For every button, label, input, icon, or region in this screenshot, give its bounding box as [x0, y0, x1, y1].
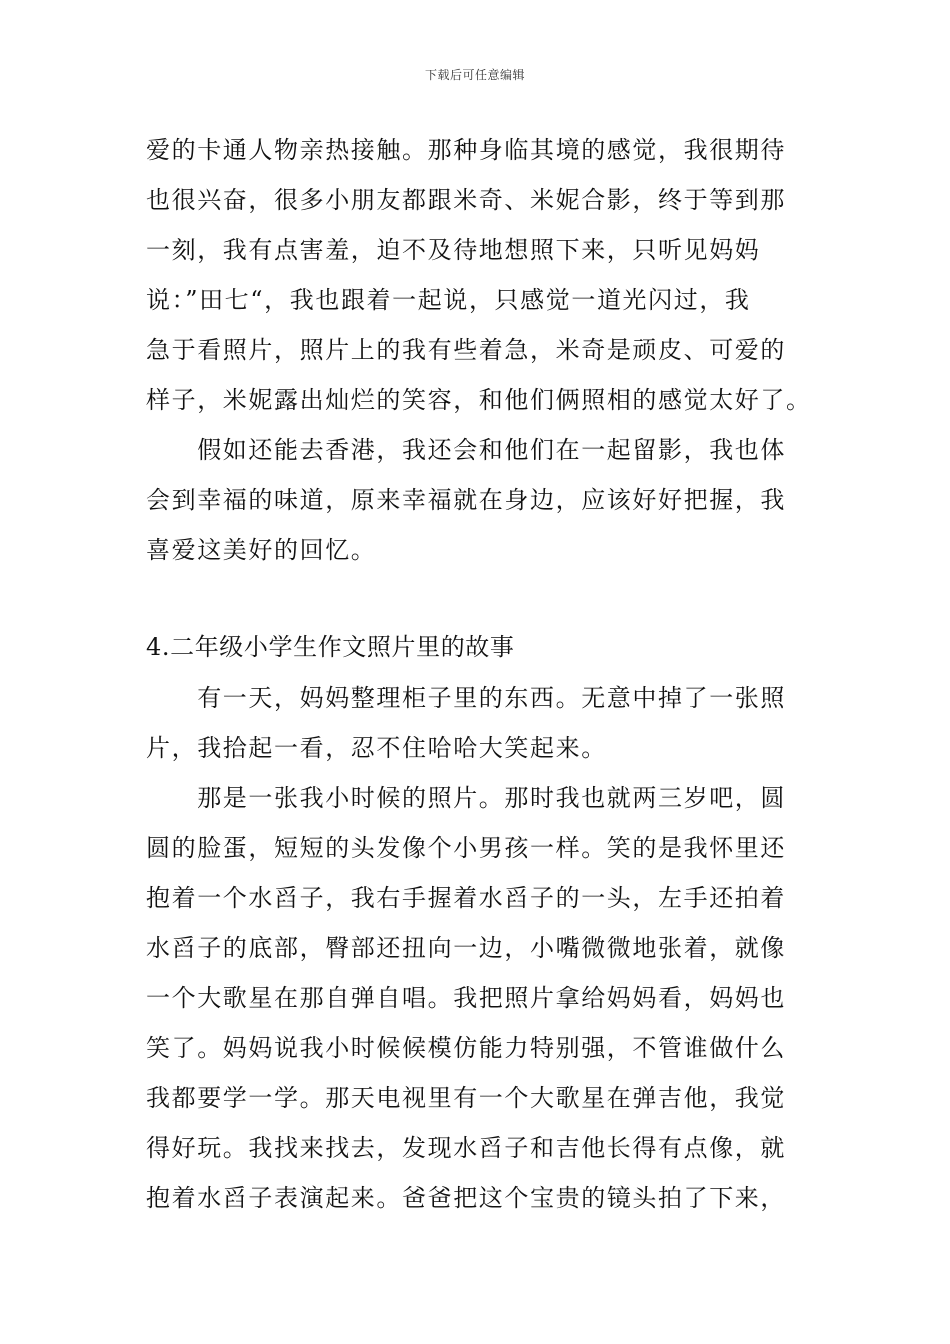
- text-line: 也很兴奋，很多小朋友都跟米奇、米妮合影，终于等到那: [146, 186, 786, 214]
- text-line: 样子，米妮露出灿烂的笑容，和他们俩照相的感觉太好了。: [146, 386, 812, 414]
- paragraph-first-line: 假如还能去香港，我还会和他们在一起留影，我也体: [146, 436, 786, 464]
- text-line: 片，我拾起一看，忍不住哈哈大笑起来。: [146, 734, 607, 762]
- section-heading: 4.二年级小学生作文照片里的故事: [146, 633, 515, 661]
- text-line: 圆的脸蛋，短短的头发像个小男孩一样。笑的是我怀里还: [146, 834, 786, 862]
- text-line: 得好玩。我找来找去，发现水舀子和吉他长得有点像，就: [146, 1134, 786, 1162]
- text-line: 抱着一个水舀子，我右手握着水舀子的一头，左手还拍着: [146, 884, 786, 912]
- text-line: 急于看照片，照片上的我有些着急，米奇是顽皮、可爱的: [146, 336, 786, 364]
- paragraph-first-line: 有一天，妈妈整理柜子里的东西。无意中掉了一张照: [146, 684, 786, 712]
- paragraph-first-line: 那是一张我小时候的照片。那时我也就两三岁吧，圆: [146, 784, 786, 812]
- text-line: 笑了。妈妈说我小时候候模仿能力特别强，不管谁做什么: [146, 1034, 786, 1062]
- text-line: 我都要学一学。那天电视里有一个大歌星在弹吉他，我觉: [146, 1084, 786, 1112]
- text-line: 喜爱这美好的回忆。: [146, 536, 377, 564]
- page-header: 下载后可任意编辑: [424, 68, 525, 82]
- text-line: 水舀子的底部，臀部还扭向一边，小嘴微微地张着，就像: [146, 934, 786, 962]
- text-line: 说：”田七“，我也跟着一起说，只感觉一道光闪过，我: [146, 286, 751, 314]
- text-line: 一刻，我有点害羞，迫不及待地想照下来，只听见妈妈: [146, 236, 761, 264]
- text-line: 抱着水舀子表演起来。爸爸把这个宝贵的镜头拍了下来，: [146, 1184, 786, 1212]
- text-line: 会到幸福的味道，原来幸福就在身边，应该好好把握，我: [146, 486, 786, 514]
- text-line: 一个大歌星在那自弹自唱。我把照片拿给妈妈看，妈妈也: [146, 984, 786, 1012]
- text-line: 爱的卡通人物亲热接触。那种身临其境的感觉，我很期待: [146, 136, 786, 164]
